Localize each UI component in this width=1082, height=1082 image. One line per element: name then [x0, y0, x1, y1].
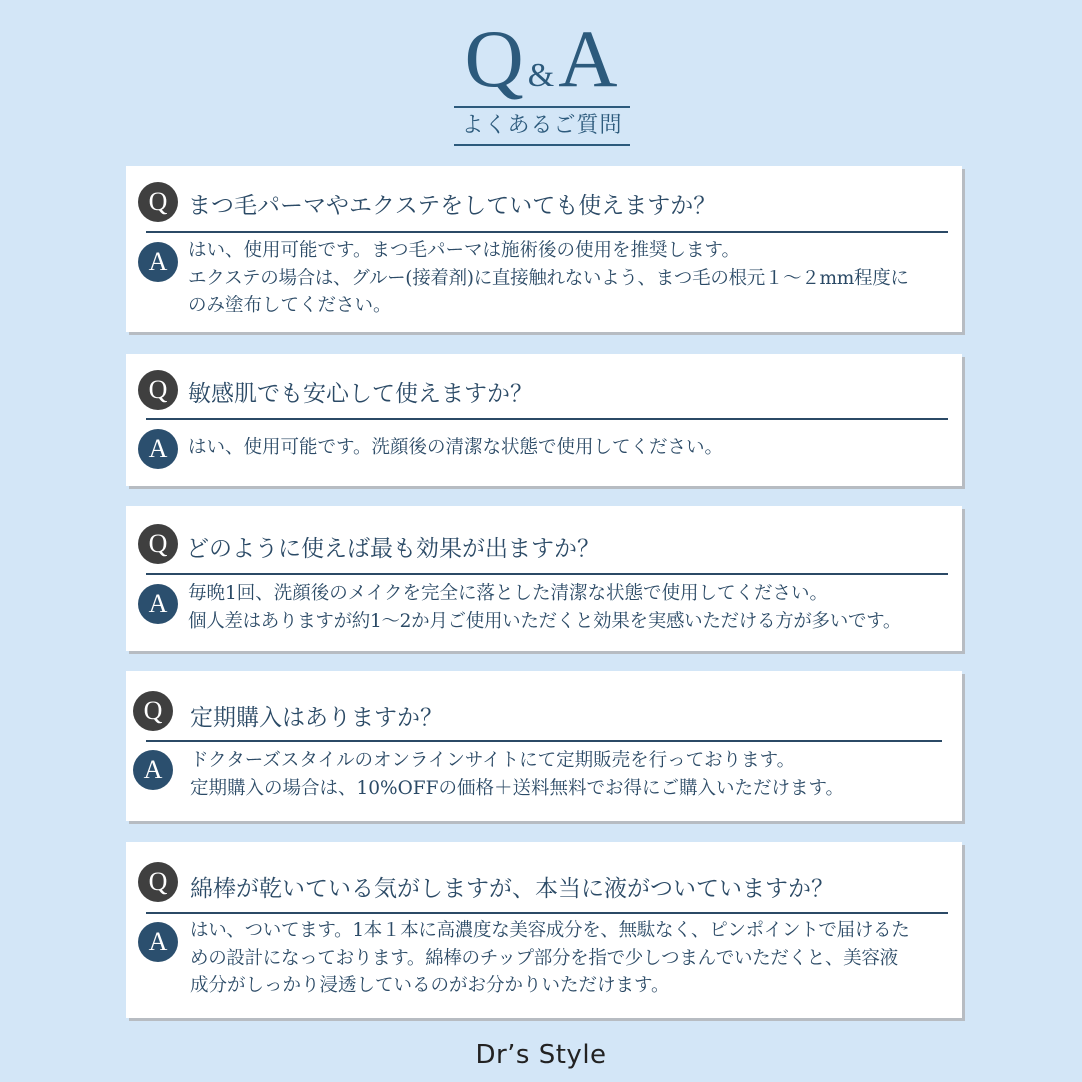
answer-badge-icon: A: [133, 750, 173, 790]
answer-line: はい、使用可能です。まつ毛パーマは施術後の使用を推奨します。: [188, 240, 741, 261]
qa-logo-title: [0, 13, 1082, 104]
faq-divider: [146, 418, 948, 420]
answer-line: 定期購入の場合は、10%OFFの価格＋送料無料でお得にご購入いただけます。: [190, 777, 844, 799]
faq-card-5: [126, 842, 962, 1018]
question-badge-icon: Q: [138, 370, 178, 410]
faq-question: まつ毛パーマやエクステをしていても使えますか？: [188, 193, 717, 219]
answer-line: 個人差はありますが約1〜2か月ご使用いただくと効果を実感いただける方が多いです。: [188, 610, 902, 632]
title-a: A: [558, 13, 618, 104]
answer-line: 成分がしっかり浸透しているのがお分かりいただけます。: [190, 975, 670, 996]
brand-logo-text: Dr’s Style: [475, 1040, 607, 1070]
faq-card-3: [126, 506, 962, 651]
answer-badge-icon: A: [138, 584, 178, 624]
faq-answer: [190, 747, 960, 802]
faq-answer: [188, 580, 958, 635]
page-subtitle: よくあるご質問: [461, 113, 623, 138]
answer-line: ドクターズスタイルのオンラインサイトにて定期販売を行っております。: [190, 750, 796, 771]
faq-card-1: [126, 166, 962, 332]
faq-answer: [188, 434, 958, 462]
faq-question: 定期購入はありますか？: [190, 705, 443, 731]
faq-divider: [146, 740, 942, 742]
question-badge-icon: Q: [138, 862, 178, 902]
faq-divider: [146, 912, 948, 914]
answer-badge-icon: A: [138, 922, 178, 962]
faq-answer: [190, 917, 960, 1000]
subtitle-box: [454, 106, 630, 146]
faq-question: 綿棒が乾いている気がしますが、本当に液がついていますか？: [190, 876, 834, 902]
faq-card-4: [126, 671, 962, 821]
answer-badge-icon: A: [138, 242, 178, 282]
answer-badge-icon: A: [138, 429, 178, 469]
answer-line: はい、ついてます。1本１本に高濃度な美容成分を、無駄なく、ピンポイントで届けるた: [190, 920, 910, 941]
faq-divider: [146, 573, 948, 575]
title-q: Q: [464, 13, 524, 104]
answer-line: めの設計になっております。綿棒のチップ部分を指で少しつまんでいただくと、美容液: [190, 947, 898, 969]
answer-line: 毎晩1回、洗顔後のメイクを完全に落とした清潔な状態で使用してください。: [188, 583, 829, 604]
question-badge-icon: Q: [138, 182, 178, 222]
question-badge-icon: Q: [138, 524, 178, 564]
answer-line: はい、使用可能です。洗顔後の清潔な状態で使用してください。: [188, 437, 724, 458]
faq-divider: [146, 231, 948, 233]
faq-card-2: [126, 354, 962, 486]
faq-answer: [188, 237, 958, 320]
answer-line: エクステの場合は、グルー(接着剤)に直接触れないよう、まつ毛の根元１〜２mm程度に: [188, 267, 909, 289]
faq-question: どのように使えば最も効果が出ますか？: [186, 536, 600, 562]
title-ampersand: &: [527, 57, 555, 94]
answer-line: のみ塗布してください。: [188, 295, 392, 316]
question-badge-icon: Q: [133, 691, 173, 731]
faq-question: 敏感肌でも安心して使えますか？: [188, 381, 533, 407]
